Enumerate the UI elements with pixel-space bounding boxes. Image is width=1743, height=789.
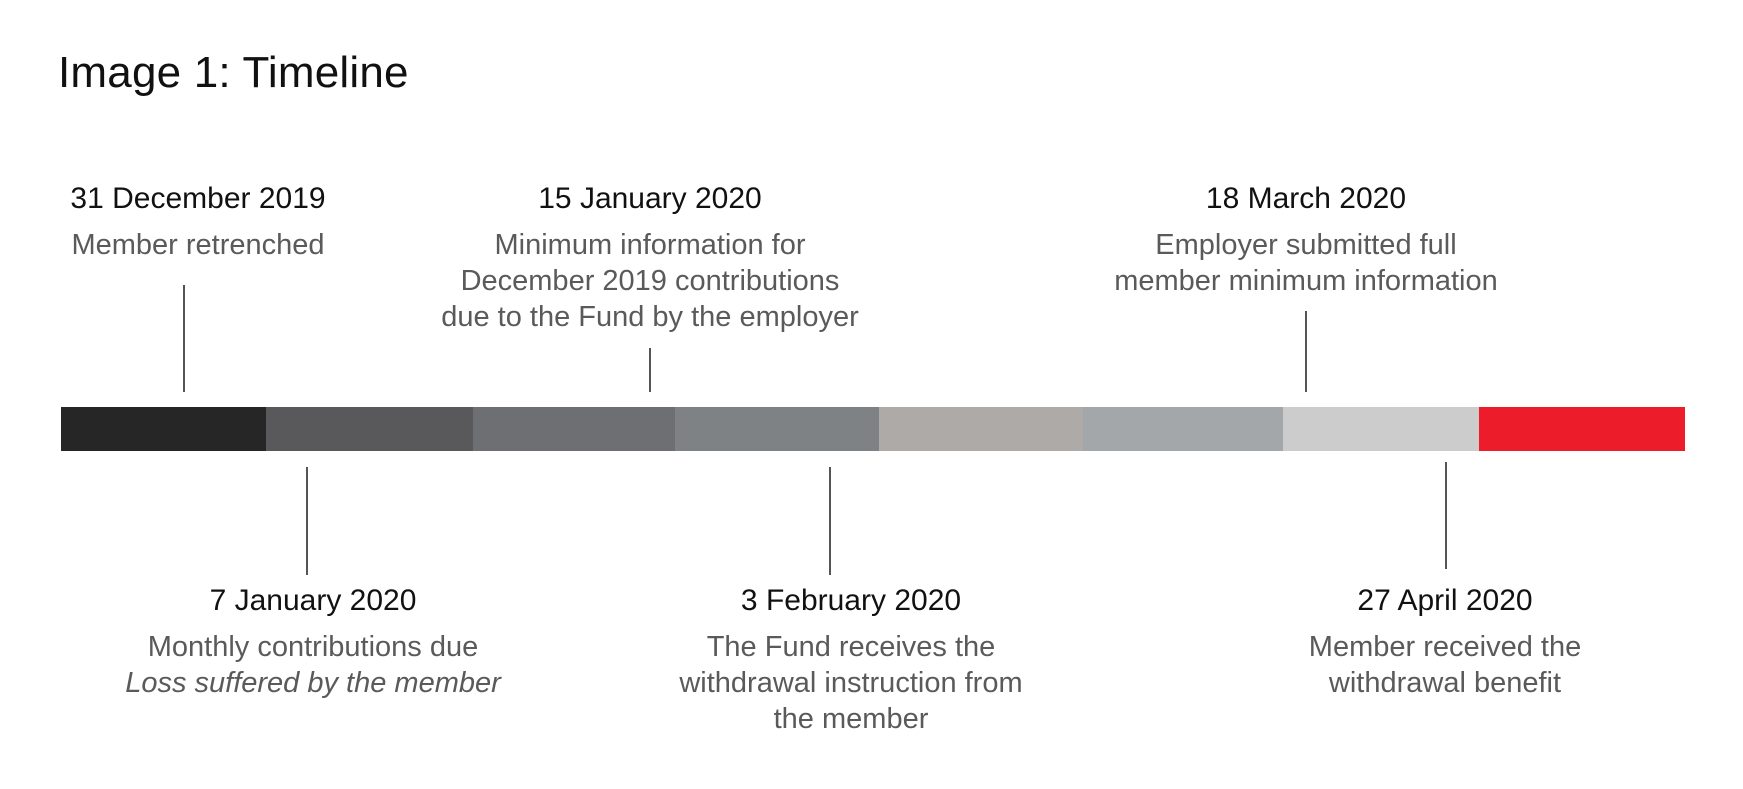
event-7-january-2020 bbox=[73, 583, 553, 701]
event-description: Member retrenched bbox=[71, 229, 325, 261]
timeline-segment-5 bbox=[879, 407, 1083, 451]
event-date: 15 January 2020 bbox=[538, 182, 762, 215]
event-3-february-2020 bbox=[611, 583, 1091, 737]
connector-dec31 bbox=[183, 285, 185, 392]
event-15-january-2020 bbox=[410, 181, 890, 335]
connector-mar18 bbox=[1305, 311, 1307, 392]
timeline-bar bbox=[61, 407, 1685, 451]
event-27-april-2020 bbox=[1205, 583, 1685, 701]
event-description: Employer submitted full member minimum information bbox=[1114, 229, 1498, 297]
event-note: Loss suffered by the member bbox=[125, 667, 501, 699]
timeline-segment-8 bbox=[1479, 407, 1685, 451]
event-description: The Fund receives the withdrawal instruction from the member bbox=[679, 631, 1023, 735]
event-date: 27 April 2020 bbox=[1357, 584, 1533, 617]
timeline-segment-4 bbox=[675, 407, 879, 451]
timeline-segment-1 bbox=[61, 407, 266, 451]
connector-jan15 bbox=[649, 348, 651, 392]
event-date: 7 January 2020 bbox=[209, 584, 417, 617]
page-title: Image 1: Timeline bbox=[58, 48, 409, 97]
timeline-segment-2 bbox=[266, 407, 473, 451]
event-18-march-2020 bbox=[1066, 181, 1546, 299]
event-date: 3 February 2020 bbox=[740, 584, 962, 617]
connector-jan7 bbox=[306, 467, 308, 575]
event-date: 31 December 2019 bbox=[70, 182, 326, 215]
connector-apr27 bbox=[1445, 462, 1447, 569]
event-31-december-2019 bbox=[0, 181, 438, 263]
event-description: Monthly contributions due bbox=[147, 631, 479, 663]
event-date: 18 March 2020 bbox=[1205, 182, 1407, 215]
timeline-segment-6 bbox=[1083, 407, 1283, 451]
event-description: Member received the withdrawal benefit bbox=[1308, 631, 1582, 699]
connector-feb3 bbox=[829, 467, 831, 575]
event-description: Minimum information for December 2019 contributions due to the Fund by the employer bbox=[441, 229, 859, 333]
timeline-segment-3 bbox=[473, 407, 675, 451]
timeline-segment-7 bbox=[1283, 407, 1479, 451]
